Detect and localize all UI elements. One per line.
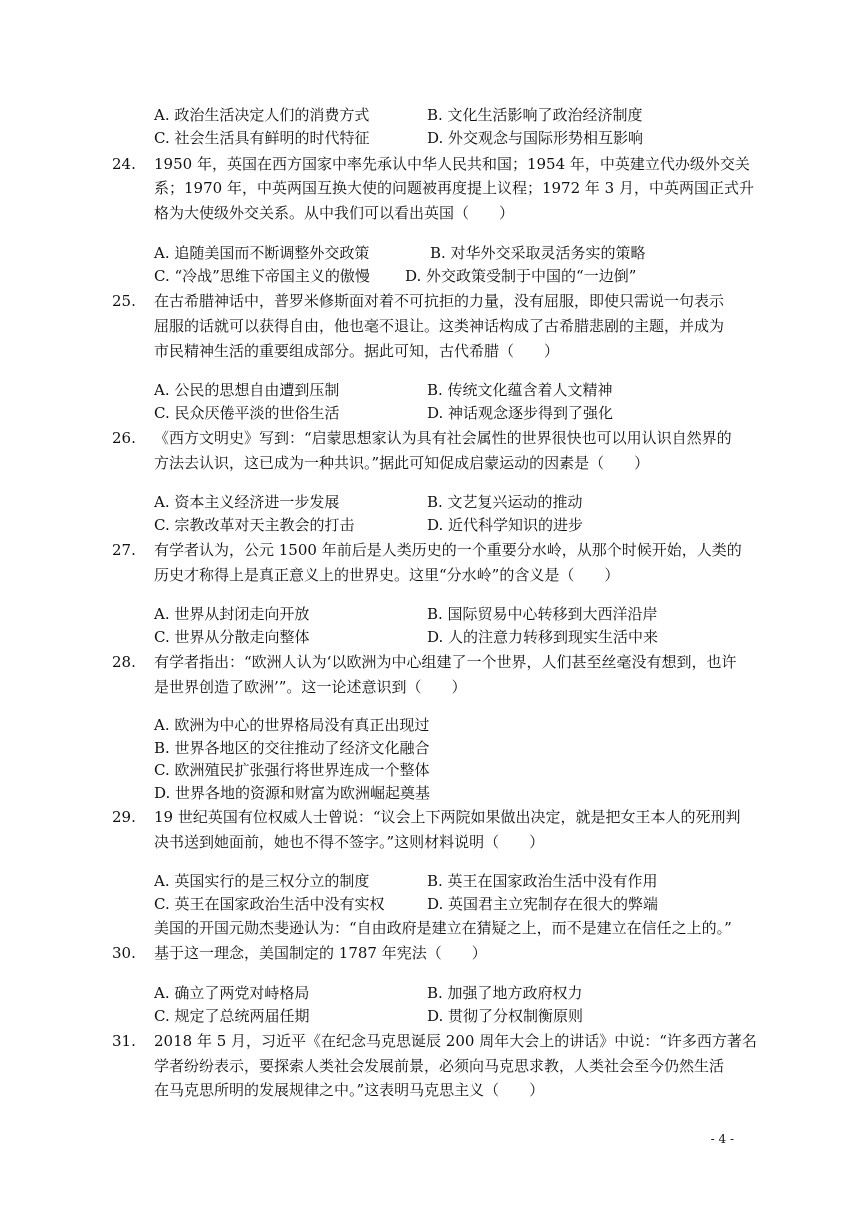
q29-number: 29. <box>112 808 136 826</box>
q27-stem-line-1: 有学者认为，公元 1500 年前后是人类历史的一个重要分水岭，从那个时候开始，人类的 <box>154 541 742 559</box>
q26-option-a: A. 资本主义经济进一步发展 <box>154 493 340 511</box>
q30-stem-line-1: 美国的开国元勋杰斐逊认为：“自由政府是建立在猜疑之上，而不是建立在信任之上的。” <box>154 919 732 937</box>
q30-number: 30. <box>112 944 136 962</box>
q31-stem-line-1: 2018 年 5 月，习近平《在纪念马克思诞辰 200 周年大会上的讲话》中说：“许多西方著名 <box>154 1032 757 1050</box>
q29-option-d: D. 英国君主立宪制存在很大的弊端 <box>427 895 659 913</box>
q28-option-d: D. 世界各地的资源和财富为欧洲崛起奠基 <box>154 784 431 802</box>
q29-stem-line-1: 19 世纪英国有位权威人士曾说：“议会上下两院如果做出决定，就是把女王本人的死刑判 <box>154 808 741 826</box>
q31-number: 31. <box>112 1032 136 1050</box>
q29-stem-line-2: 决书送到她面前，她也不得不签字。”这则材料说明（ ） <box>154 833 545 851</box>
q27-option-b: B. 国际贸易中心转移到大西洋沿岸 <box>427 605 658 623</box>
q29-option-c: C. 英王在国家政治生活中没有实权 <box>154 895 385 913</box>
q25-stem-line-1: 在古希腊神话中，普罗米修斯面对着不可抗拒的力量，没有屈服，即使只需说一句表示 <box>154 292 725 310</box>
q24-stem-line-1: 1950 年，英国在西方国家中率先承认中华人民共和国；1954 年，中英建立代办级外交关 <box>154 155 750 173</box>
q28-stem-line-1: 有学者指出：“欧洲人认为‘以欧洲为中心组建了一个世界，人们甚至丝毫没有想到，也许 <box>154 653 737 671</box>
q27-stem-line-2: 历史才称得上是真正意义上的世界史。这里“分水岭”的含义是（ ） <box>154 566 620 584</box>
q30-option-d: D. 贯彻了分权制衡原则 <box>427 1007 584 1025</box>
q27-number: 27. <box>112 541 136 559</box>
q25-number: 25. <box>112 292 136 310</box>
q31-stem-line-3: 在马克思所明的发展规律之中。”这表明马克思主义（ ） <box>154 1081 545 1099</box>
q23-option-d: D. 外交观念与国际形势相互影响 <box>427 129 644 147</box>
q30-option-a: A. 确立了两党对峙格局 <box>154 984 310 1002</box>
q26-stem-line-1: 《西方文明史》写到：“启蒙思想家认为具有社会属性的世界很快也可以用认识自然界的 <box>154 429 732 447</box>
q26-number: 26. <box>112 429 136 447</box>
q25-stem-line-3: 市民精神生活的重要组成部分。据此可知，古代希腊（ ） <box>154 342 560 360</box>
q26-stem-line-2: 方法去认识，这已成为一种共识。”据此可知促成启蒙运动的因素是（ ） <box>154 454 650 472</box>
q28-number: 28. <box>112 653 136 671</box>
q24-option-a: A. 追随美国而不断调整外交政策 <box>154 244 370 262</box>
q24-option-d: D. 外交政策受制于中国的“一边倒” <box>405 267 637 285</box>
q30-option-b: B. 加强了地方政府权力 <box>427 984 583 1002</box>
q23-option-b: B. 文化生活影响了政治经济制度 <box>427 106 643 124</box>
q24-option-b: B. 对华外交采取灵活务实的策略 <box>430 244 646 262</box>
q25-option-d: D. 神话观念逐步得到了强化 <box>427 404 614 422</box>
q25-stem-line-2: 屈服的话就可以获得自由，他也毫不退让。这类神话构成了古希腊悲剧的主题，并成为 <box>154 317 725 335</box>
q25-option-b: B. 传统文化蕴含着人文精神 <box>427 381 613 399</box>
q24-number: 24. <box>112 155 136 173</box>
q27-option-d: D. 人的注意力转移到现实生活中来 <box>427 628 659 646</box>
q24-stem-line-2: 系；1970 年，中英两国互换大使的问题被再度提上议程；1972 年 3 月，中英两国正式升 <box>154 179 754 197</box>
q28-option-a: A. 欧洲为中心的世界格局没有真正出现过 <box>154 716 430 734</box>
q27-option-a: A. 世界从封闭走向开放 <box>154 605 310 623</box>
q26-option-b: B. 文艺复兴运动的推动 <box>427 493 583 511</box>
q28-option-c: C. 欧洲殖民扩张强行将世界连成一个整体 <box>154 761 430 779</box>
q28-stem-line-2: 是世界创造了欧洲’”。这一论述意识到（ ） <box>154 678 467 696</box>
q31-stem-line-2: 学者纷纷表示，要探索人类社会发展前景，必须向马克思求教，人类社会至今仍然生活 <box>154 1057 725 1075</box>
q24-option-c: C. “冷战”思维下帝国主义的傲慢 <box>154 267 370 285</box>
q27-option-c: C. 世界从分散走向整体 <box>154 628 310 646</box>
q23-option-a: A. 政治生活决定人们的消费方式 <box>154 106 370 124</box>
q25-option-c: C. 民众厌倦平淡的世俗生活 <box>154 404 340 422</box>
q29-option-a: A. 英国实行的是三权分立的制度 <box>154 872 370 890</box>
q29-option-b: B. 英王在国家政治生活中没有作用 <box>427 872 658 890</box>
q24-stem-line-3: 格为大使级外交关系。从中我们可以看出英国（ ） <box>154 204 515 222</box>
q26-option-c: C. 宗教改革对天主教会的打击 <box>154 516 355 534</box>
q30-option-c: C. 规定了总统两届任期 <box>154 1007 310 1025</box>
q26-option-d: D. 近代科学知识的进步 <box>427 516 584 534</box>
page-number: - 4 - <box>710 1132 734 1146</box>
q28-option-b: B. 世界各地区的交往推动了经济文化融合 <box>154 739 430 757</box>
q25-option-a: A. 公民的思想自由遭到压制 <box>154 381 340 399</box>
q30-stem-line-2: 基于这一理念，美国制定的 1787 年宪法（ ） <box>154 944 487 962</box>
q23-option-c: C. 社会生活具有鲜明的时代特征 <box>154 129 370 147</box>
